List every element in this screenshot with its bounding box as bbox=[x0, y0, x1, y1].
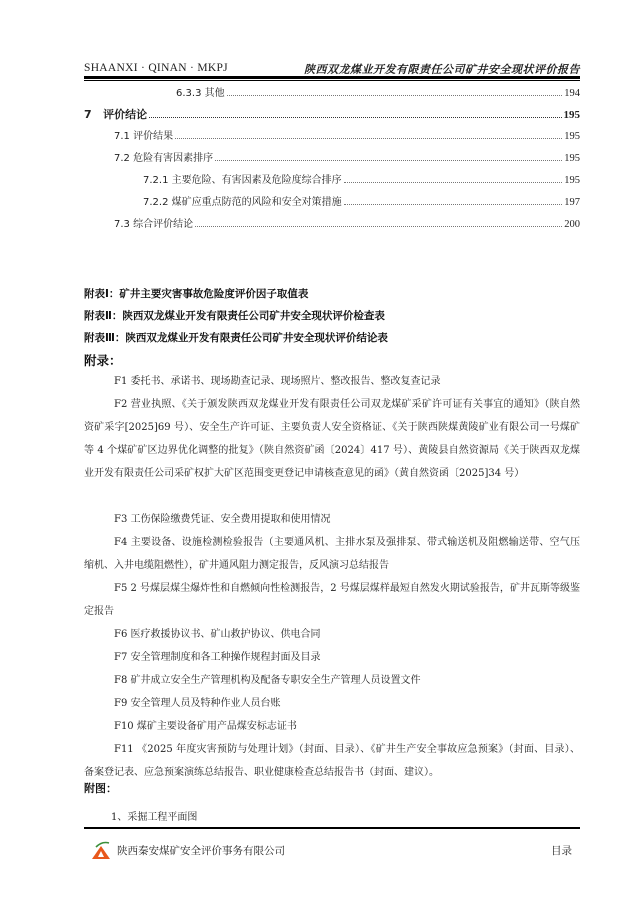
appendix-item-f9: F9 安全管理人员及特种作业人员台账 bbox=[114, 698, 281, 709]
header-rule-thin bbox=[84, 80, 580, 81]
toc-page: 197 bbox=[564, 197, 580, 208]
toc-label: 7.2 危险有害因素排序 bbox=[114, 153, 214, 164]
toc-leader bbox=[149, 117, 561, 118]
figures-heading: 附图： bbox=[84, 782, 117, 795]
toc-label: 7.1 评价结果 bbox=[114, 131, 174, 142]
toc-entry[interactable] bbox=[0, 127, 636, 143]
toc-leader bbox=[227, 95, 563, 96]
toc-leader bbox=[175, 138, 562, 139]
toc-entry[interactable] bbox=[0, 84, 636, 100]
appendix-item-f7: F7 安全管理制度和各工种操作规程封面及目录 bbox=[114, 652, 321, 663]
appendix-table-3: 附表Ⅲ：陕西双龙煤业开发有限责任公司矿井安全现状评价结论表 bbox=[84, 332, 388, 344]
toc-label: 7.2.1 主要危险、有害因素及危险度综合排序 bbox=[143, 175, 342, 186]
footer-section: 目录 bbox=[551, 845, 572, 857]
figure-item: 1、采掘工程平面图 bbox=[111, 812, 198, 823]
company-logo-icon bbox=[90, 840, 112, 860]
footer-rule bbox=[84, 827, 580, 829]
appendix-item-f11: F11 《2025 年度灾害预防与处理计划》（封面、目录）、《矿井生产安全事故应急预案》（封面、目录）、备案登记表、应急预案演练总结报告、职业健康检查总结报告书（封面、建议）。 bbox=[84, 744, 580, 778]
toc-leader bbox=[195, 226, 562, 227]
toc-entry[interactable] bbox=[0, 106, 636, 122]
appendix-table-1: 附表Ⅰ：矿井主要灾害事故危险度评价因子取值表 bbox=[84, 288, 309, 300]
header-left: SHAANXI · QINAN · MKPJ bbox=[84, 62, 228, 74]
appendix-item-f3: F3 工伤保险缴费凭证、安全费用提取和使用情况 bbox=[114, 514, 331, 525]
header-right: 陕西双龙煤业开发有限责任公司矿井安全现状评价报告 bbox=[304, 63, 580, 76]
appendix-item-f5: F5 2 号煤层煤尘爆炸性和自燃倾向性检测报告，2 号煤层煤样最短自然发火期试验报告，矿井瓦斯等级鉴定报告 bbox=[84, 583, 580, 617]
footer-company: 陕西秦安煤矿安全评价事务有限公司 bbox=[117, 845, 285, 857]
appendix-item-f4: F4 主要设备、设施检测检验报告（主要通风机、主排水泵及强排泵、带式输送机及阻燃输送带、空气压缩机、入井电缆阻燃性），矿井通风阻力测定报告，反风演习总结报告 bbox=[84, 537, 580, 571]
appendix-item-f10: F10 煤矿主要设备矿用产品煤安标志证书 bbox=[114, 721, 297, 732]
toc-entry[interactable] bbox=[0, 171, 636, 187]
toc-leader bbox=[344, 182, 563, 183]
appendix-item-f1: F1 委托书、承诺书、现场勘查记录、现场照片、整改报告、整改复查记录 bbox=[114, 376, 441, 387]
toc-entry[interactable] bbox=[0, 193, 636, 209]
toc-page: 195 bbox=[563, 109, 580, 121]
appendix-item-f2: F2 营业执照、《关于颁发陕西双龙煤业开发有限责任公司双龙煤矿采矿许可证有关事宜的通知》（陕自然资矿采字[2025]69 号）、安全生产许可证、主要负责人安全资格证、《关于陕西陕煤黄陵矿业有限公司一号煤矿等 4 个煤矿矿区边界优化调整的批复》（陕自然资矿函〔2024〕417 号）、黄陵县自然资源局《关于陕西双龙煤业开发有限责任公司采矿权扩大矿区范围变更登记申请核查意见的函》（黄自然资函〔2025]34 号） bbox=[84, 399, 580, 479]
appendix-table-2: 附表Ⅱ：陕西双龙煤业开发有限责任公司矿井安全现状评价检查表 bbox=[84, 310, 385, 322]
toc-label: 6.3.3 其他 bbox=[176, 88, 225, 99]
toc-entry[interactable] bbox=[0, 149, 636, 165]
appendix-item-f6: F6 医疗救援协议书、矿山救护协议、供电合同 bbox=[114, 629, 321, 640]
toc-label: 7.2.2 煤矿应重点防范的风险和安全对策措施 bbox=[143, 197, 342, 208]
toc-entry[interactable] bbox=[0, 215, 636, 231]
toc-label: 7 评价结论 bbox=[84, 108, 148, 121]
toc-page: 195 bbox=[564, 131, 580, 142]
toc-leader bbox=[344, 204, 563, 205]
toc-page: 195 bbox=[564, 175, 580, 186]
header-rule bbox=[84, 76, 580, 79]
appendix-item-f8: F8 矿井成立安全生产管理机构及配备专职安全生产管理人员设置文件 bbox=[114, 675, 421, 686]
toc-page: 195 bbox=[564, 153, 580, 164]
toc-label: 7.3 综合评价结论 bbox=[114, 219, 194, 230]
toc-page: 200 bbox=[564, 219, 580, 230]
appendix-heading: 附录： bbox=[84, 353, 122, 368]
toc-page: 194 bbox=[564, 88, 580, 99]
toc-leader bbox=[215, 160, 562, 161]
